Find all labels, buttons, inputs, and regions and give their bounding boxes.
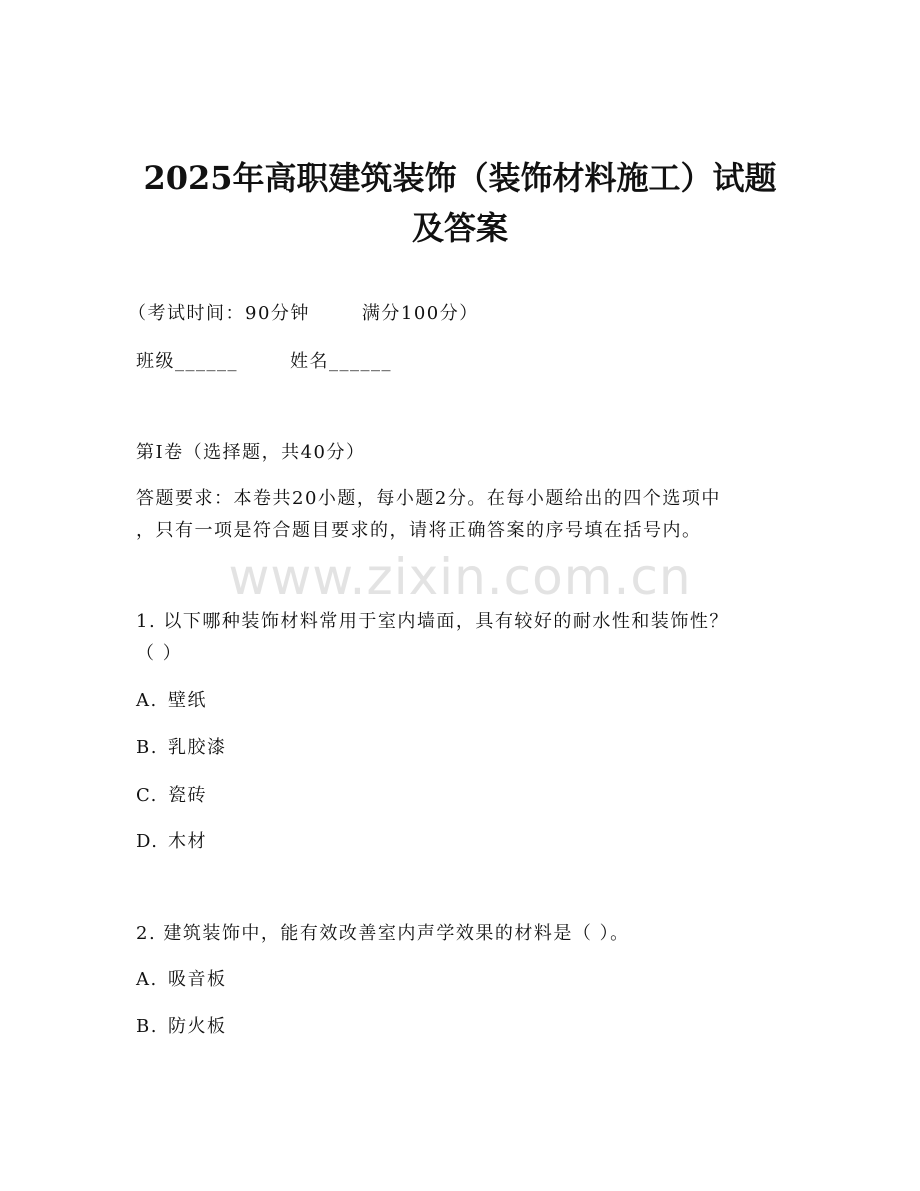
question-1-option-b (136, 736, 227, 760)
option-text: 壁纸 (168, 690, 207, 711)
name-field: 姓名______ (290, 351, 392, 372)
instructions-line-1: 答题要求：本卷共20小题，每小题2分。在每小题给出的四个选项中 (136, 488, 721, 509)
instructions-line-2: ，只有一项是符合题目要求的，请将正确答案的序号填在括号内。 (136, 520, 702, 541)
exam-score: 满分100分） (361, 303, 479, 324)
option-letter: A. (136, 969, 158, 990)
option-text: 吸音板 (168, 969, 227, 990)
option-letter: C. (136, 785, 158, 806)
option-letter: B. (136, 1016, 158, 1037)
document-title (0, 153, 920, 253)
option-letter: D. (136, 831, 159, 852)
option-letter: B. (136, 737, 158, 758)
student-fields (136, 350, 392, 374)
question-1-stem-line-1: 1. 以下哪种装饰材料常用于室内墙面，具有较好的耐水性和装饰性？ (136, 611, 729, 632)
class-field: 班级______ (136, 351, 238, 372)
exam-info (128, 302, 479, 326)
title-line-2: 及答案 (411, 209, 508, 247)
question-2-option-a (136, 968, 227, 992)
question-2-stem-line-1: 2. 建筑装饰中，能有效改善室内声学效果的材料是（ ）。 (136, 923, 630, 944)
section-heading: 第I卷（选择题，共40分） (136, 442, 366, 463)
question-1-option-a (136, 689, 207, 713)
title-line-1: 2025年高职建筑装饰（装饰材料施工）试题 (143, 159, 777, 197)
question-1-stem-line-2: （ ） (136, 643, 183, 664)
watermark: www.zixin.com.cn (228, 548, 692, 606)
exam-time: （考试时间：90分钟 (128, 303, 310, 324)
question-1-option-c (136, 784, 207, 808)
option-text: 木材 (168, 831, 207, 852)
option-text: 乳胶漆 (168, 737, 227, 758)
question-1-option-d (136, 830, 207, 854)
option-letter: A. (136, 690, 158, 711)
option-text: 防火板 (168, 1016, 227, 1037)
question-2-option-b (136, 1015, 227, 1039)
option-text: 瓷砖 (168, 785, 207, 806)
